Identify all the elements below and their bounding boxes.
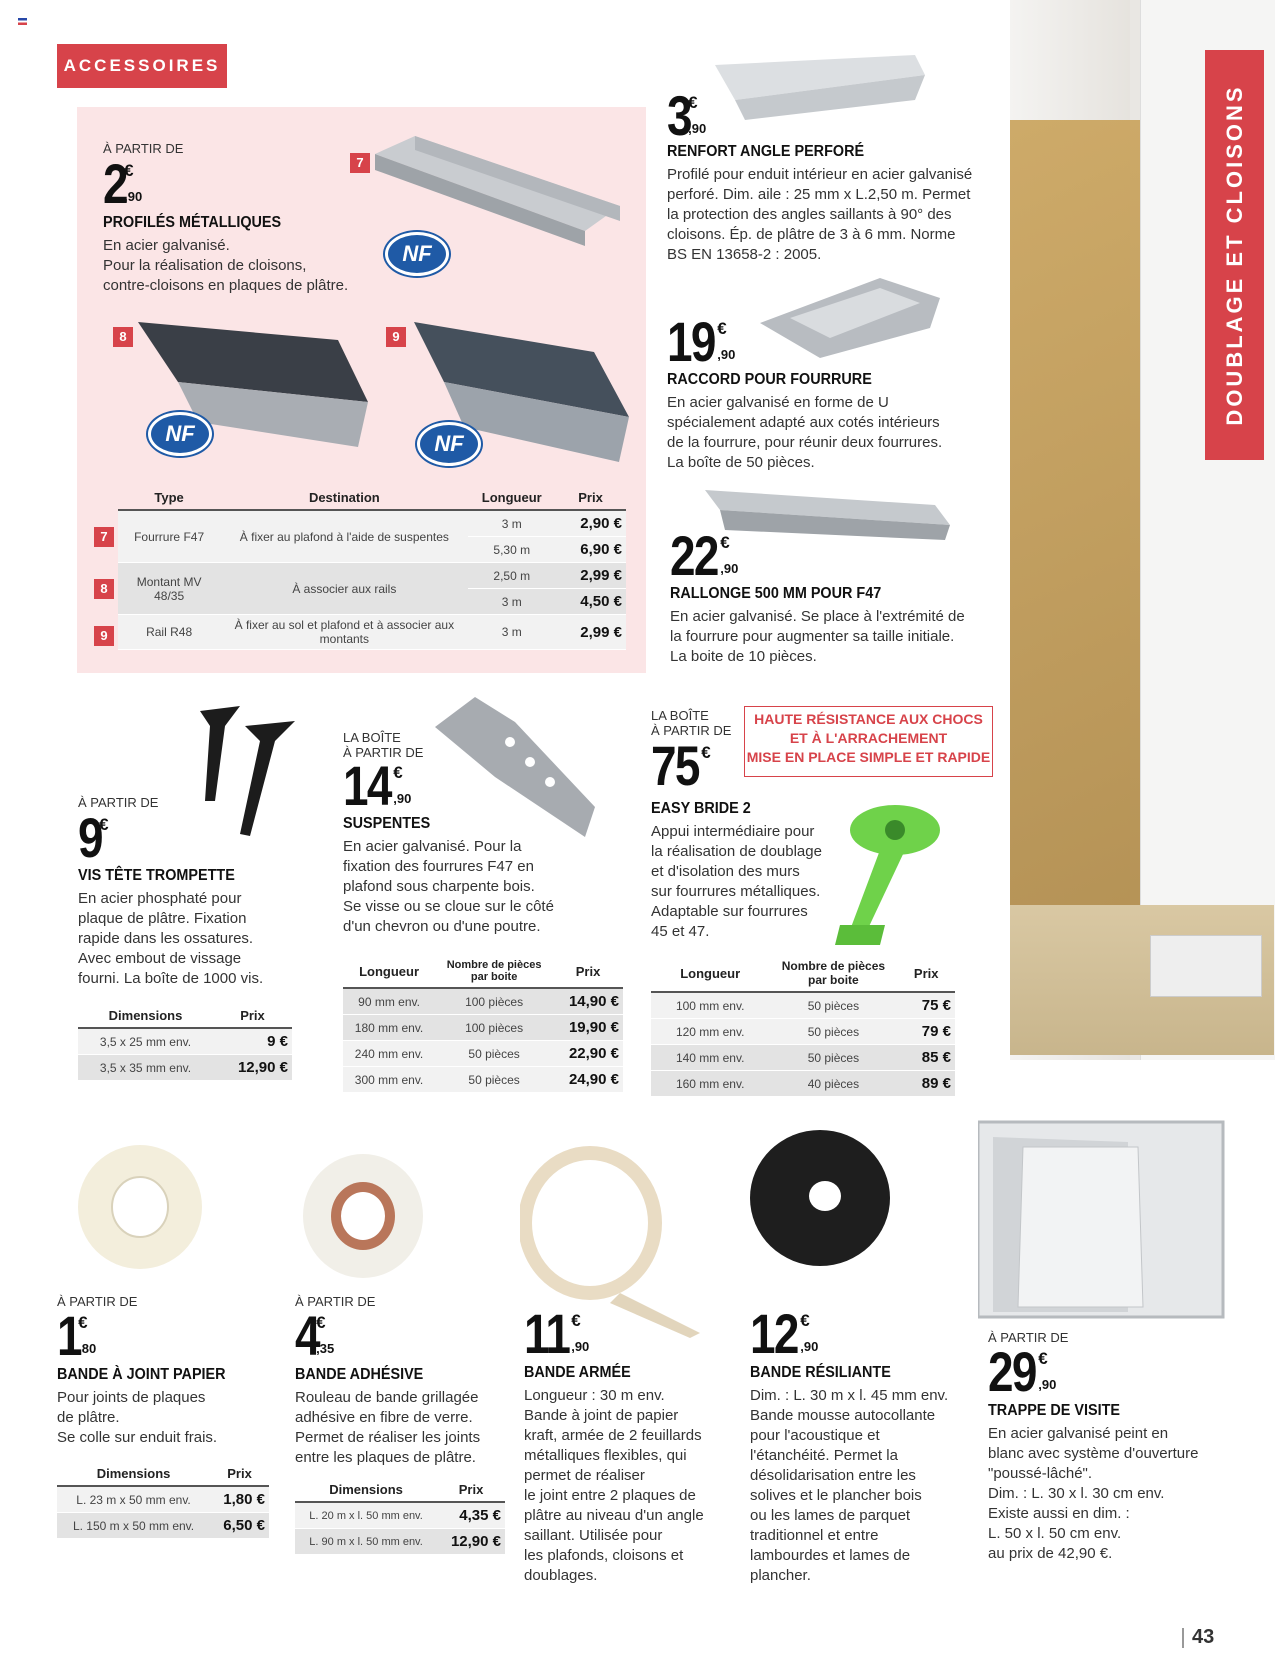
table-row: 180 mm env. 100 pièces 19,90 €	[343, 1015, 623, 1041]
price-trappe: 29 € ,90	[988, 1340, 1057, 1403]
row-badge-8: 8	[94, 579, 114, 599]
from-label: LA BOÎTE À PARTIR DE	[343, 730, 424, 760]
price-banderes: 12 € ,90	[750, 1302, 819, 1365]
section-tag: ACCESSOIRES	[57, 44, 227, 88]
price-renfort: 3 € ,90	[667, 84, 707, 147]
from-label: À PARTIR DE	[78, 795, 159, 810]
price-bandepapier: 1 € ,80	[57, 1304, 97, 1367]
table-row: Rail R48 À fixer au sol et plafond et à associer aux montants 3 m 2,99 €	[118, 615, 626, 650]
table-row: 5,30 m 6,90 €	[118, 537, 626, 563]
from-label: À PARTIR DE	[988, 1330, 1069, 1345]
table-row: 240 mm env. 50 pièces 22,90 €	[343, 1041, 623, 1067]
fourrure-image	[375, 136, 620, 246]
product-desc: En acier galvanisé. Se place à l'extrémité de la fourrure pour augmenter sa taille initiale. La boite de 10 pièces.	[670, 608, 965, 665]
product-desc: Pour joints de plaques de plâtre. Se colle sur enduit frais.	[57, 1389, 218, 1446]
product-title: EASY BRIDE 2	[651, 800, 751, 817]
product-desc: En acier galvanisé en forme de U spécialement adapté aux cotés intérieurs de la fourrure, pour réunir deux fourrures. La boîte de 50 pièces.	[667, 394, 943, 471]
table-row: 90 mm env. 100 pièces 14,90 €	[343, 988, 623, 1015]
from-label: À PARTIR DE	[57, 1294, 138, 1309]
table-row: Montant MV 48/35 À associer aux rails 2,50 m 2,99 €	[118, 563, 626, 589]
nf-logo-2: NF	[148, 412, 212, 456]
access-hatch-image	[978, 1117, 1228, 1322]
table-row: 120 mm env. 50 pièces 79 €	[651, 1019, 955, 1045]
table-row: 3,5 x 35 mm env. 12,90 €	[78, 1055, 292, 1081]
product-desc: Appui intermédiaire pour la réalisation de doublage et d'isolation des murs sur fourrures métalliques. Adaptable sur fourrures 45 et 47.	[651, 823, 822, 940]
product-title: BANDE ADHÉSIVE	[295, 1366, 424, 1383]
table-row: L. 150 m x 50 mm env. 6,50 €	[57, 1513, 269, 1539]
product-desc: En acier galvanisé peint en blanc avec système d'ouverture "poussé-lâché". Dim. : L. 30 x l. 30 cm env. Existe aussi en dim. : L. 50 x l. 50 cm env. au prix de 42,90 €.	[988, 1425, 1199, 1562]
row-badge-7: 7	[94, 527, 114, 547]
renfort-image	[715, 55, 925, 120]
easybride-table: Longueur Nombre de pièces par boite Prix 100 mm env. 50 pièces 75 € 120 mm env. 50 pièces 79 € 140 mm env. 50 pièces 85 € 160 mm env. 40 pièces 89 €	[651, 955, 955, 1097]
bandepapier-table: Dimensions Prix L. 23 m x 50 mm env. 1,80 € L. 150 m x 50 mm env. 6,50 €	[57, 1462, 269, 1539]
product-desc: Profilé pour enduit intérieur en acier galvanisé perforé. Dim. aile : 25 mm x L.2,50 m. Permet la protection des angles saillants à 90° des cloisons. Ép. de plâtre de 3 à 6 mm. Norme BS EN 13658-2 : 2005.	[667, 166, 973, 263]
price-rallonge: 22 € ,90	[670, 524, 739, 587]
from-label: LA BOÎTE À PARTIR DE	[651, 708, 732, 738]
product-desc: En acier galvanisé. Pour la réalisation de cloisons, contre-cloisons en plaques de plâtre.	[103, 237, 349, 294]
product-title: BANDE À JOINT PAPIER	[57, 1366, 226, 1383]
flag-icon	[18, 18, 27, 25]
product-title: SUSPENTES	[343, 815, 431, 832]
table-row: L. 23 m x 50 mm env. 1,80 €	[57, 1486, 269, 1513]
suspentes-table: Longueur Nombre de pièces par boite Prix 90 mm env. 100 pièces 14,90 € 180 mm env. 100 pièces 19,90 € 240 mm env. 50 pièces 22,90 € 300 mm env. 50 pièces 24,90 €	[343, 955, 623, 1093]
product-title: RENFORT ANGLE PERFORÉ	[667, 143, 865, 160]
price-bandeadh: 4 € ,35	[295, 1304, 335, 1367]
product-title: RACCORD POUR FOURRURE	[667, 371, 872, 388]
price-bandearmee: 11 € ,90	[524, 1302, 590, 1365]
table-row: 3,5 x 25 mm env. 9 €	[78, 1028, 292, 1055]
adhesive-tape-image	[293, 1148, 433, 1283]
raccord-image	[760, 278, 940, 358]
screws-image	[195, 706, 305, 846]
feature-callout: HAUTE RÉSISTANCE AUX CHOCS ET À L'ARRACHEMENT MISE EN PLACE SIMPLE ET RAPIDE	[744, 706, 993, 777]
badge-8: 8	[113, 327, 133, 347]
price-vis: 9 €	[78, 806, 109, 869]
product-title: BANDE RÉSILIANTE	[750, 1364, 891, 1381]
product-desc: Dim. : L. 30 m x l. 45 mm env. Bande mousse autocollante pour l'acoustique et l'étanchéité. Permet la désolidarisation entre les solives et le plancher bois ou les lames de parquet traditionnel et entre lambourdes et lames de plancher.	[750, 1387, 949, 1584]
foam-tape-image	[745, 1128, 895, 1268]
table-row: 3 m 4,50 €	[118, 589, 626, 615]
easybride-image	[825, 805, 955, 950]
page-divider	[1182, 1628, 1184, 1648]
table-row: 100 mm env. 50 pièces 75 €	[651, 992, 955, 1019]
price-profiles: 2 € ,90	[103, 152, 143, 215]
product-desc: Longueur : 30 m env. Bande à joint de papier kraft, armée de 2 feuillards métalliques flexibles, qui permet de réaliser le joint entre 2 plaques de plâtre au niveau d'un angle saillant. Utilisée pour les plafonds, cloisons et doublages.	[524, 1387, 704, 1584]
from-label: À PARTIR DE	[103, 141, 184, 156]
table-row: 140 mm env. 50 pièces 85 €	[651, 1045, 955, 1071]
vis-table: Dimensions Prix 3,5 x 25 mm env. 9 € 3,5 x 35 mm env. 12,90 €	[78, 1004, 292, 1081]
table-row: L. 90 m x l. 50 mm env. 12,90 €	[295, 1529, 505, 1555]
nf-logo: NF	[385, 232, 449, 276]
table-row: 300 mm env. 50 pièces 24,90 €	[343, 1067, 623, 1093]
paper-tape-image	[70, 1135, 210, 1280]
suspente-image	[435, 697, 610, 847]
product-desc: En acier galvanisé. Pour la fixation des fourrures F47 en plafond sous charpente bois. Se visse ou se cloue sur le côté d'un chevron ou d'une poutre.	[343, 838, 554, 935]
from-label: À PARTIR DE	[295, 1294, 376, 1309]
table-row: 160 mm env. 40 pièces 89 €	[651, 1071, 955, 1097]
page-number: 43	[1192, 1626, 1215, 1648]
price-raccord: 19 € ,90	[667, 310, 736, 373]
product-title: PROFILÉS MÉTALLIQUES	[103, 214, 282, 231]
product-title: BANDE ARMÉE	[524, 1364, 631, 1381]
product-title: RALLONGE 500 MM POUR F47	[670, 585, 882, 602]
product-title: TRAPPE DE VISITE	[988, 1402, 1121, 1419]
table-row: Fourrure F47 À fixer au plafond à l'aide de suspentes 3 m 2,90 €	[118, 510, 626, 537]
profiles-table: Type Destination Longueur Prix Fourrure F47 À fixer au plafond à l'aide de suspentes 3 m 2,90 € 5,30 m 6,90 € Montant MV 48/35 À associer aux rails 2,50 m 2,99 € 3 m 4,50 € Rail R48 À fixer au sol et plafond et à associer aux montants 3 m 2,99 €	[118, 486, 626, 650]
badge-9: 9	[386, 327, 406, 347]
bandeadh-table: Dimensions Prix L. 20 m x l. 50 mm env. 4,35 € L. 90 m x l. 50 mm env. 12,90 €	[295, 1478, 505, 1555]
nf-logo-3: NF	[417, 422, 481, 466]
price-suspentes: 14 € ,90	[343, 754, 412, 817]
side-tab: DOUBLAGE ET CLOISONS	[1205, 50, 1264, 460]
row-badge-9: 9	[94, 626, 114, 646]
product-desc: Rouleau de bande grillagée adhésive en fibre de verre. Permet de réaliser les joints entre les plaques de plâtre.	[295, 1389, 481, 1466]
product-desc: En acier phosphaté pour plaque de plâtre. Fixation rapide dans les ossatures. Avec embout de vissage fourni. La boîte de 1000 vis.	[78, 890, 264, 987]
rallonge-image	[705, 485, 950, 550]
product-title: VIS TÊTE TROMPETTE	[78, 867, 235, 884]
price-easybride: 75 €	[651, 734, 711, 797]
badge-7: 7	[350, 153, 370, 173]
table-row: L. 20 m x l. 50 mm env. 4,35 €	[295, 1502, 505, 1529]
